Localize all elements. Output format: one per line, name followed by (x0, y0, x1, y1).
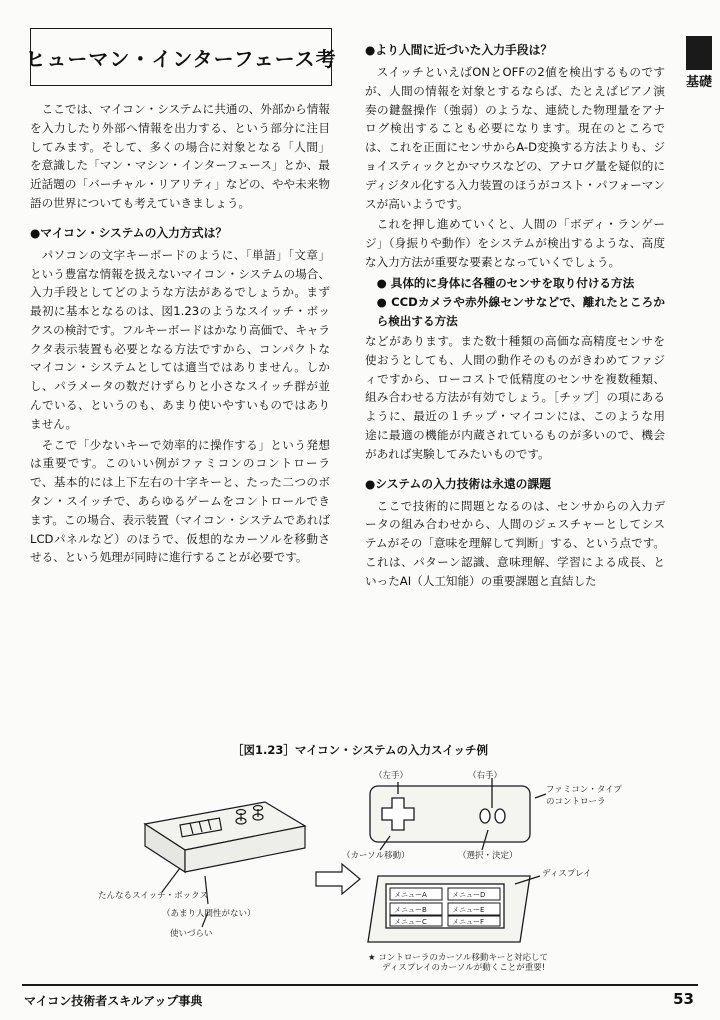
menu-item-f: メニューF (452, 918, 485, 926)
side-tab-block (686, 36, 712, 70)
figure-note-line2: ディスプレイのカーソルが動くことが重要! (382, 963, 546, 973)
footer-divider (22, 984, 698, 986)
right-paragraph-4: ここで技術的に問題となるのは、センサからの入力データの組み合わせから、人間のジェスチャーとしてシステムがその「意味を理解して判断」する、という点です。これは、パターン認識、意味理解、学習による成長、といったAI（人工知能）の重要課題と直結した (365, 498, 665, 588)
right-column (365, 30, 665, 593)
label-select-decide: （選択・決定） (458, 851, 518, 861)
menu-item-b: メニューB (394, 906, 427, 914)
menu-item-e: メニューE (452, 906, 485, 914)
menu-item-c: メニューC (394, 918, 427, 926)
right-paragraph-1: スイッチといえばONとOFFの2値を検出するものですが、人間の情報を対象とするならば、たとえばピアノ演奏の鍵盤操作（強弱）のような、連続した物理量をアナログ検出することも必要になります。現在のところでは、これを正面にセンサからA-D変換する方法よりも、ジョイスティックとかマウスなどの、アナログ量を疑似的にディジタル化する入力装置のほうがコスト・パフォーマンスが高いようです。 (365, 65, 665, 211)
label-left-hand: （左手） (374, 771, 409, 781)
menu-item-d: メニューD (452, 891, 486, 899)
left-column (30, 100, 330, 569)
page-number: 53 (673, 990, 694, 1008)
left-heading-1: ●マイコン・システムの入力方式は？ (30, 225, 228, 240)
menu-item-a: メニューA (394, 891, 427, 899)
label-switchbox: たんなるスイッチ・ボックス (98, 891, 209, 901)
footer-book-title: マイコン技術者スキルアップ事典 (24, 994, 203, 1008)
figure-1-23 (30, 764, 690, 974)
right-paragraph-2: これを押し進めていくと、人間の「ボディ・ランゲージ」（身振りや動作）をシステムが検出するような、高度な入力方法が重要な要素となっていくでしょう。 (365, 217, 665, 269)
right-paragraph-3: などがあります。また数十種類の高価な高精度センサを使おうとしても、人間の動作そのものがきわめてファジィですから、ローコストで低精度のセンサを複数種類、組み合わせる方法が有効でしょう。［チップ］の項にあるように、最近の１チップ・マイコンには、このような用途に最適の機能が内蔵されているものが多いので、機会があれば実験してみたいものです。 (365, 334, 665, 461)
label-famicon-controller-2: のコントローラ (546, 797, 606, 807)
side-tab (686, 36, 712, 90)
figure-caption: ［図1.23］マイコン・システムの入力スイッチ例 (231, 743, 489, 757)
right-bullet-2: ● CCDカメラや赤外線センサなどで、離れたところから検出する方法 (376, 295, 665, 329)
figure-note-line1: ★ コントローラのカーソル移動キーと対応して (368, 953, 548, 963)
label-hard-to-use: 使いづらい (170, 929, 213, 939)
label-no-affinity: （あまり人間性がない） (162, 909, 256, 919)
page-title: ヒューマン・インターフェース考 (25, 46, 337, 71)
right-heading-1: ●より人間に近づいた入力手段は？ (365, 43, 553, 57)
label-cursor-move: （カーソル移動） (342, 851, 410, 861)
left-paragraph-2: そこで「少ないキーで効率的に操作する」という発想は重要です。このいい例がファミコンのコントローラで、基本的には上下左右の十字キーと、たった二つのボタン・スイッチで、あらゆるゲームをコントロールできます。この場合、表示装置（マイコン・システムであればLCDパネルなど）のほうで、仮想的なカーソルを移動させる、という処理が同時に進行することが必要です。 (30, 437, 330, 565)
figure-svg (30, 764, 690, 974)
article-title-box (25, 28, 337, 86)
left-paragraph-1: パソコンの文字キーボードのように、「単語」「文章」という豊富な情報を扱えないマイコン・システムの場合、入力手段としてどのような方法があるでしょうか。まず最初に基本となるのは、図1.23のようなスイッチ・ボックスの検討です。フルキーボードはかなり高価で、キャラクタ表示装置も必要となる方法ですから、コンパクトなマイコン・システムとしては適当ではありません。しかし、パラメータの数だけずらりと小さなスイッチ群が並んでいる、というのも、あまり使いやすいものではありません。 (30, 247, 330, 431)
right-bullet-1: ● 具体的に身体に各種のセンサを取り付ける方法 (376, 275, 635, 290)
side-tab-label: 基礎 (686, 75, 713, 90)
label-famicon-controller: ファミコン・タイプ (546, 785, 622, 795)
intro-paragraph: ここでは、マイコン・システムに共通の、外部から情報を入力したり外部へ情報を出力する、という部分に注目してみます。そして、多くの場合に対象となる「人間」を意識した「マン・マシン・インターフェース」とか、最近話題の「バーチャル・リアリティ」などの、やや未来物語の世界についても考えていきましょう。 (30, 102, 330, 210)
label-display: ディスプレイ (542, 869, 592, 879)
right-heading-2: ●システムの入力技術は永遠の課題 (365, 476, 552, 491)
label-right-hand: （右手） (468, 771, 503, 781)
